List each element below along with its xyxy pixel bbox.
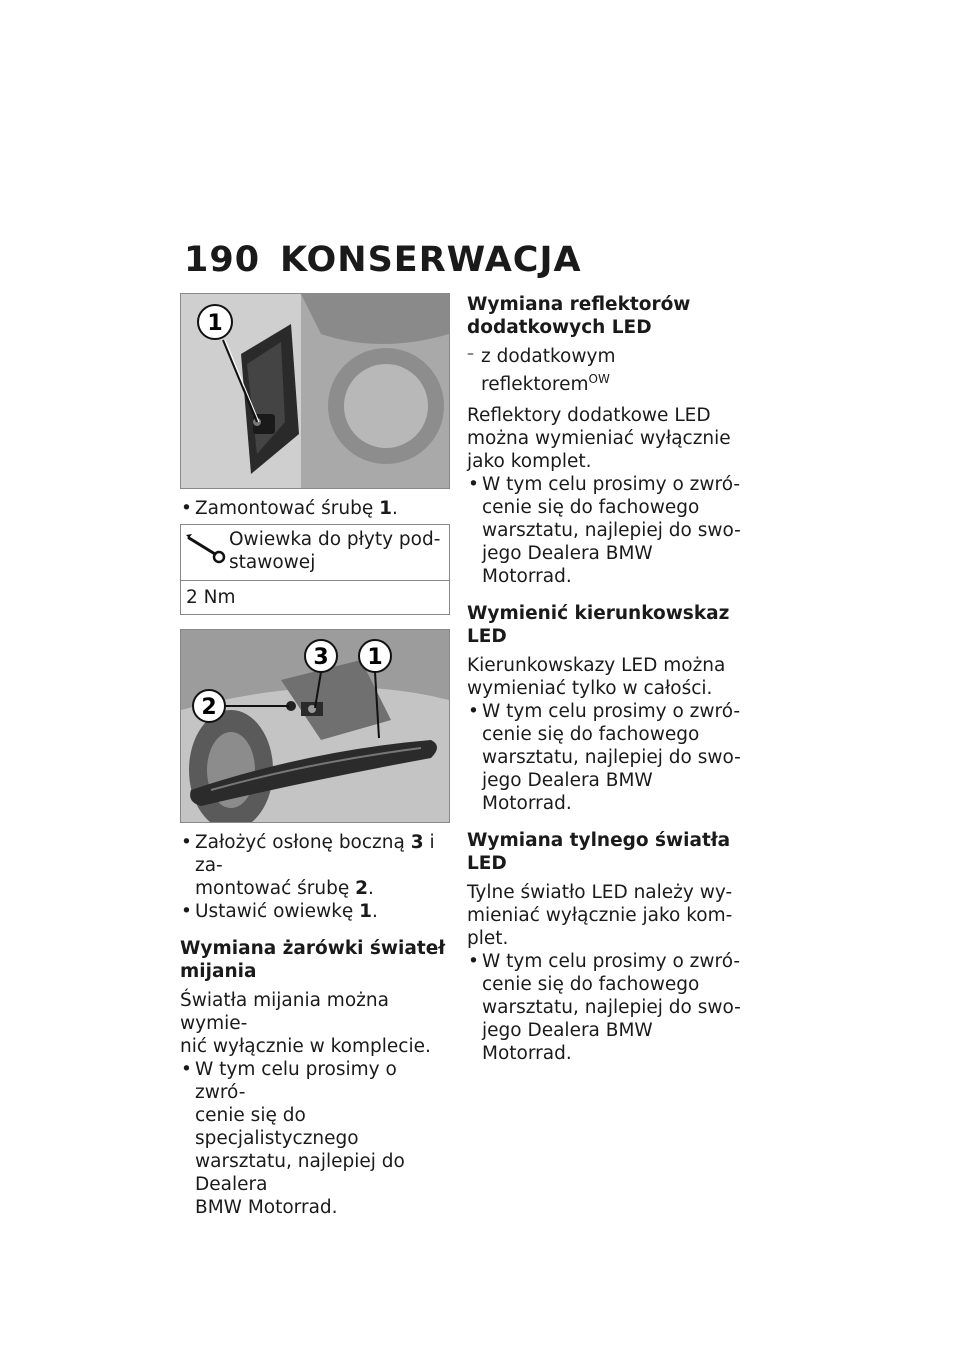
text-line: jego Dealera BMW Motorrad. <box>482 1020 653 1065</box>
text-line: Światła mijania można wymie- <box>180 990 389 1034</box>
equipment-text: z dodatkowym reflektorem <box>481 346 616 396</box>
text-line: BMW Motorrad. <box>195 1197 338 1218</box>
spec-label-row <box>181 525 449 581</box>
text-line: Reflektory dodatkowe LED <box>467 405 711 427</box>
chapter-title: KONSERWACJA <box>280 240 582 280</box>
callout-2: 2 <box>201 695 217 720</box>
text-line: warsztatu, najlepiej do swo- <box>482 747 741 769</box>
callout-1: 1 <box>367 645 383 670</box>
text-line: warsztatu, najlepiej do swo- <box>482 997 741 1019</box>
text-line: jego Dealera BMW Motorrad. <box>482 543 653 588</box>
bullet-text: i za- <box>195 832 435 876</box>
ref-1: 1 <box>359 901 373 922</box>
callout-3: 3 <box>313 645 329 670</box>
text-line: plet. <box>467 928 509 950</box>
text-line: cenie się do specjalistycznego <box>195 1105 359 1149</box>
bullet-text: Założyć osłonę boczną <box>195 832 411 853</box>
text-line: nić wyłącznie w komplecie. <box>180 1036 431 1057</box>
bullet-text: montować śrubę <box>195 878 356 899</box>
text-line: cenie się do fachowego <box>482 497 700 519</box>
tail-light-bullet <box>467 950 747 1065</box>
text-line: cenie się do fachowego <box>482 974 700 996</box>
title-line: dodatkowych LED <box>467 317 652 338</box>
bullet-end: . <box>368 878 374 899</box>
turn-signal-paragraph <box>467 654 747 700</box>
text-line: jako komplet. <box>467 451 592 473</box>
section-title-turn-signal: Wymienić kierunkowskaz LED <box>467 603 730 648</box>
tail-light-paragraph <box>467 881 747 950</box>
low-beam-bullet <box>180 1058 452 1219</box>
spec-label-line1: Owiewka do płyty pod- <box>229 529 441 550</box>
section-title-tail-light: Wymiana tylnego światła LED <box>467 830 731 875</box>
ref-1: 1 <box>379 498 393 519</box>
equipment-note <box>467 345 747 396</box>
spec-label-line2: stawowej <box>229 552 316 573</box>
text-line: mieniać wyłącznie jako kom- <box>467 905 733 927</box>
title-line: mijania <box>180 961 257 982</box>
low-beam-paragraph <box>180 989 452 1058</box>
text-line: W tym celu prosimy o zwró- <box>482 951 741 973</box>
text-line: wymieniać tylko w całości. <box>467 678 713 700</box>
text-line: warsztatu, najlepiej do swo- <box>482 520 741 542</box>
left-column <box>180 293 452 1219</box>
text-line: W tym celu prosimy o zwró- <box>482 701 741 723</box>
ref-2: 2 <box>355 878 369 899</box>
bullet-end: . <box>372 901 378 922</box>
text-line: Kierunkowskazy LED można <box>467 655 726 677</box>
text-line: Tylne światło LED należy wy- <box>467 882 733 904</box>
wrench-icon <box>185 528 229 568</box>
text-line: W tym celu prosimy o zwró- <box>195 1059 397 1103</box>
bullet-text: Zamontować śrubę <box>195 498 380 519</box>
section-title-low-beam <box>180 937 452 983</box>
figure-side-cover <box>180 629 450 823</box>
ref-3: 3 <box>410 832 424 853</box>
torque-spec-table <box>180 524 450 615</box>
bullet-adjust-fairing <box>180 900 452 923</box>
page-number: 190 <box>184 240 261 280</box>
text-line: można wymieniać wyłącznie <box>467 428 731 450</box>
bullet-text: Ustawić owiewkę <box>195 901 360 922</box>
aux-lights-paragraph <box>467 404 747 473</box>
text-line: jego Dealera BMW Motorrad. <box>482 770 653 815</box>
bullet-end: . <box>392 498 398 519</box>
right-column <box>467 293 747 1065</box>
text-line: warsztatu, najlepiej do Dealera <box>195 1151 405 1195</box>
title-line: Wymiana reflektorów <box>467 294 691 315</box>
section-title-aux-lights <box>467 293 747 339</box>
text-line: W tym celu prosimy o zwró- <box>482 474 741 496</box>
page-header <box>184 240 582 280</box>
turn-signal-bullet <box>467 700 747 815</box>
aux-lights-bullet <box>467 473 747 588</box>
bullet-mount-screw <box>180 497 452 520</box>
callout-1: 1 <box>207 311 223 336</box>
bullet-fit-cover <box>180 831 452 900</box>
figure-fairing-screw <box>180 293 450 489</box>
spec-value: 2 Nm <box>186 587 236 608</box>
title-line: Wymiana żarówki świateł <box>180 938 446 959</box>
equipment-code: OW <box>588 372 610 386</box>
text-line: cenie się do fachowego <box>482 724 700 746</box>
